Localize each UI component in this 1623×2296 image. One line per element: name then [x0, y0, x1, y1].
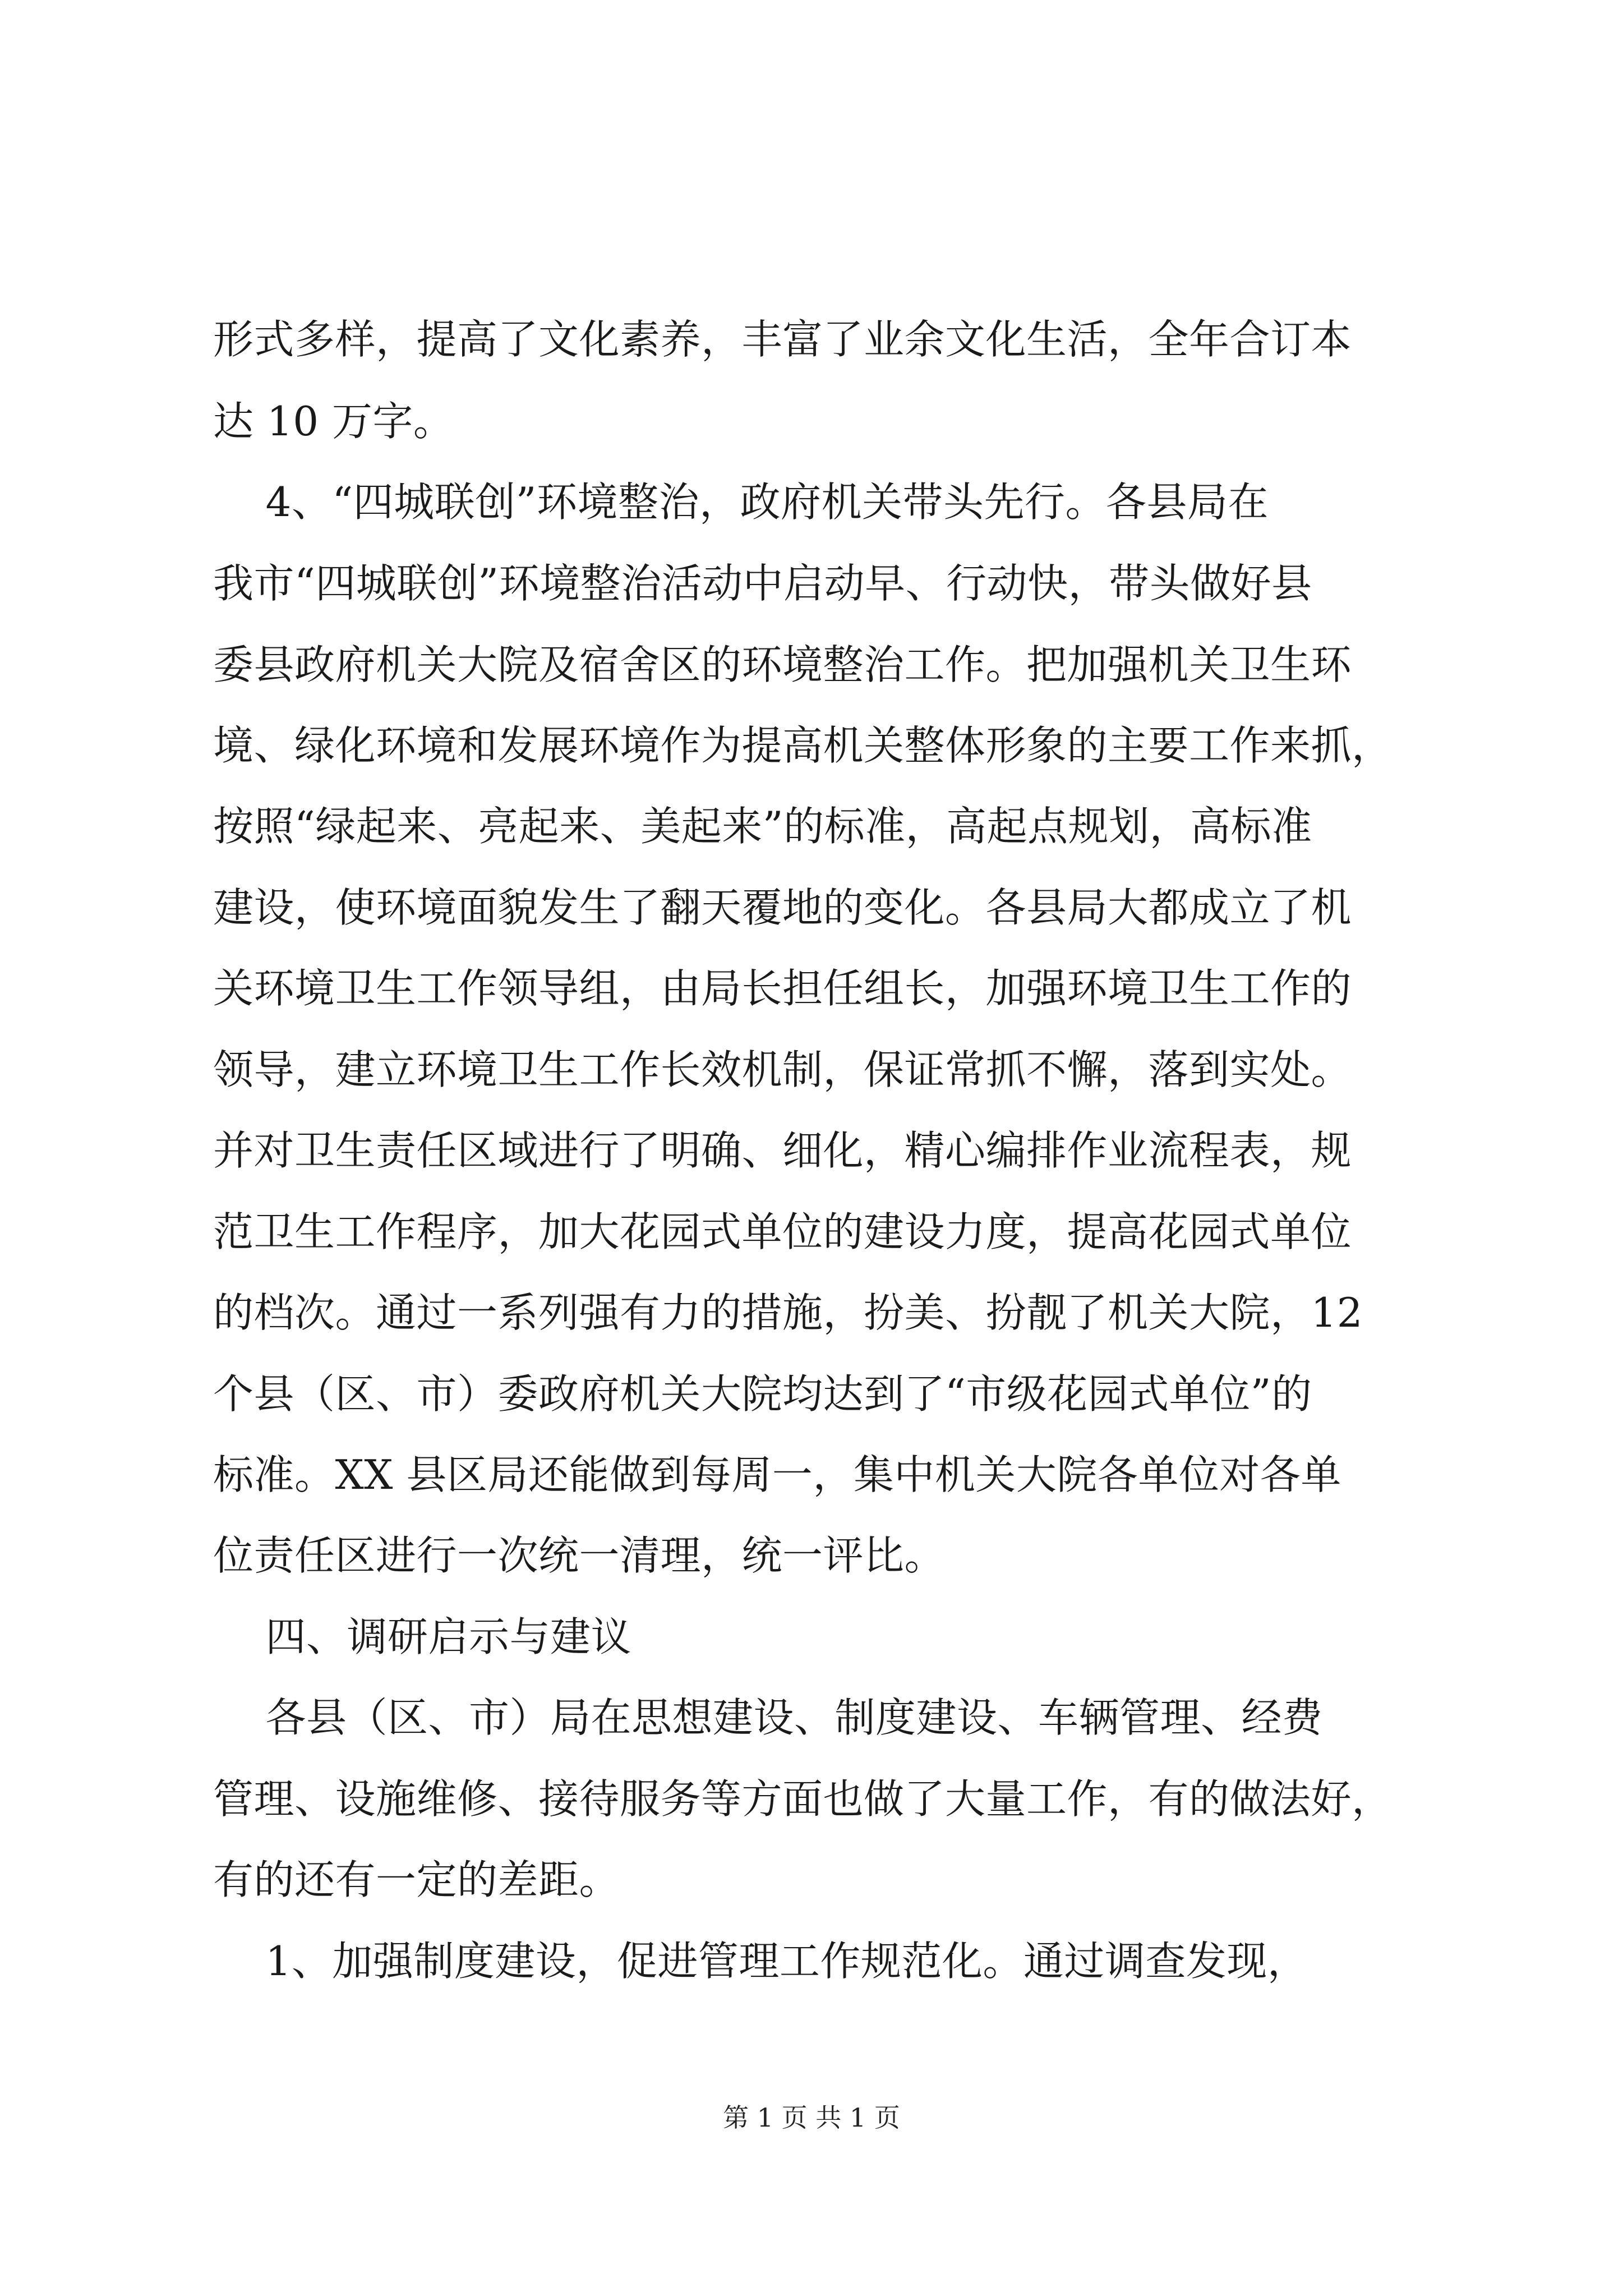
body-text-line: 个县（区、市）委政府机关大院均达到了“市级花园式单位”的 — [213, 1370, 1312, 1418]
body-text-line: 领导，建立环境卫生工作长效机制，保证常抓不懈，落到实处。 — [213, 1046, 1352, 1093]
section-heading: 四、调研启示与建议 — [213, 1613, 632, 1660]
page-footer: 第 1 页 共 1 页 — [723, 2102, 900, 2133]
body-text-line: 并对卫生责任区域进行了明确、细化，精心编排作业流程表，规 — [213, 1127, 1352, 1174]
body-text-line: 委县政府机关大院及宿舍区的环境整治工作。把加强机关卫生环 — [213, 641, 1352, 688]
body-text-line: 我市“四城联创”环境整治活动中启动早、行动快，带头做好县 — [213, 560, 1312, 607]
body-text-line: 关环境卫生工作领导组，由局长担任组长，加强环境卫生工作的 — [213, 965, 1352, 1012]
body-text-line: 的档次。通过一系列强有力的措施，扮美、扮靓了机关大院，12 — [213, 1289, 1363, 1336]
body-text-line: 形式多样，提高了文化素养，丰富了业余文化生活，全年合订本 — [213, 316, 1352, 363]
body-text-line: 达 10 万字。 — [213, 398, 454, 445]
body-text-line: 标准。XX 县区局还能做到每周一，集中机关大院各单位对各单 — [213, 1451, 1341, 1498]
body-text-line: 建设，使环境面貌发生了翻天覆地的变化。各县局大都成立了机 — [213, 884, 1352, 931]
body-text-line: 按照“绿起来、亮起来、美起来”的标准，高起点规划，高标准 — [213, 803, 1312, 850]
body-text-line: 管理、设施维修、接待服务等方面也做了大量工作，有的做法好， — [213, 1775, 1393, 1823]
body-text-line: 有的还有一定的差距。 — [213, 1856, 620, 1903]
body-text-line: 1、加强制度建设，促进管理工作规范化。通过调查发现， — [213, 1938, 1308, 1985]
body-text-line: 位责任区进行一次统一清理，统一评比。 — [213, 1532, 946, 1579]
body-text-line: 4、“四城联创”环境整治，政府机关带头先行。各县局在 — [213, 478, 1269, 526]
body-text-line: 范卫生工作程序，加大花园式单位的建设力度，提高花园式单位 — [213, 1208, 1352, 1255]
body-text-line: 各县（区、市）局在思想建设、制度建设、车辆管理、经费 — [213, 1694, 1323, 1741]
body-text-line: 境、绿化环境和发展环境作为提高机关整体形象的主要工作来抓， — [213, 722, 1393, 769]
